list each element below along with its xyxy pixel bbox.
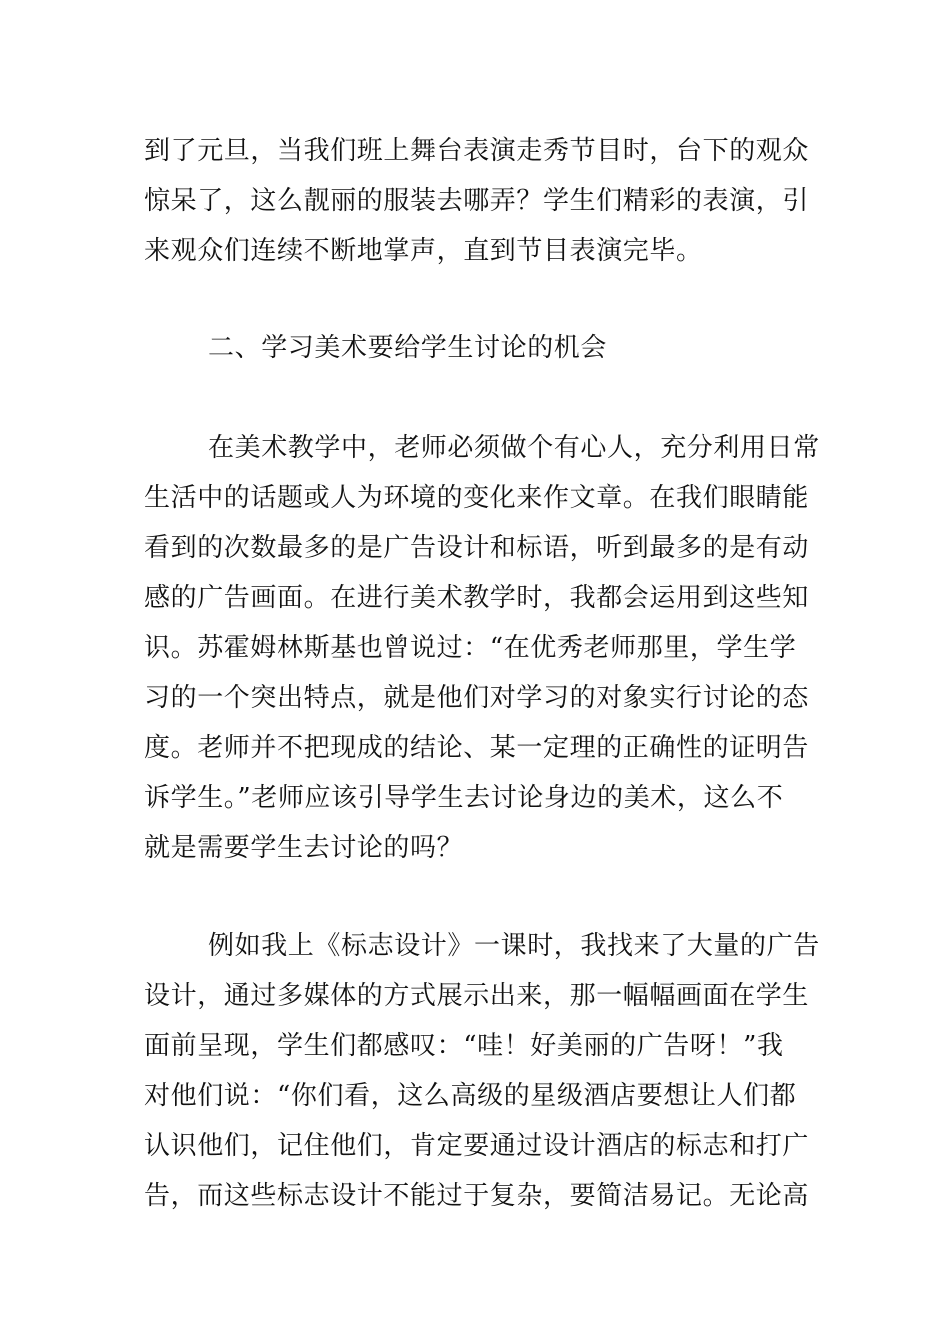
text-line: 告，而这些标志设计不能过于复杂，要简洁易记。无论高 <box>144 1181 810 1211</box>
text-line: 认识他们，记住他们，肯定要通过设计酒店的标志和打广 <box>144 1131 810 1161</box>
text-line: 诉学生。”老师应该引导学生去讨论身边的美术，这么不 <box>144 783 784 813</box>
text-line: 就是需要学生去讨论的吗？ <box>144 833 464 863</box>
text-line: 度。老师并不把现成的结论、某一定理的正确性的证明告 <box>144 733 810 763</box>
text-line: 例如我上《标志设计》一课时，我找来了大量的广告 <box>208 931 820 961</box>
text-line: 识。苏霍姆林斯基也曾说过：“在优秀老师那里，学生学 <box>144 633 797 663</box>
text-line: 看到的次数最多的是广告设计和标语，听到最多的是有动 <box>144 533 810 563</box>
text-line: 到了元旦，当我们班上舞台表演走秀节目时，台下的观众 <box>144 136 810 166</box>
text-line: 惊呆了，这么靓丽的服装去哪弄？学生们精彩的表演，引 <box>144 186 810 216</box>
text-line: 习的一个突出特点，就是他们对学习的对象实行讨论的态 <box>144 683 810 713</box>
text-line: 面前呈现，学生们都感叹：“哇！好美丽的广告呀！”我 <box>144 1031 784 1061</box>
text-line: 感的广告画面。在进行美术教学时，我都会运用到这些知 <box>144 583 810 613</box>
text-line: 对他们说：“你们看，这么高级的星级酒店要想让人们都 <box>144 1081 797 1111</box>
text-line: 生活中的话题或人为环境的变化来作文章。在我们眼睛能 <box>144 483 810 513</box>
text-line: 在美术教学中，老师必须做个有心人，充分利用日常 <box>208 433 820 463</box>
text-line: 来观众们连续不断地掌声，直到节目表演完毕。 <box>144 236 703 266</box>
section-heading: 二、学习美术要给学生讨论的机会 <box>208 333 608 363</box>
text-line: 设计，通过多媒体的方式展示出来，那一幅幅画面在学生 <box>144 981 810 1011</box>
